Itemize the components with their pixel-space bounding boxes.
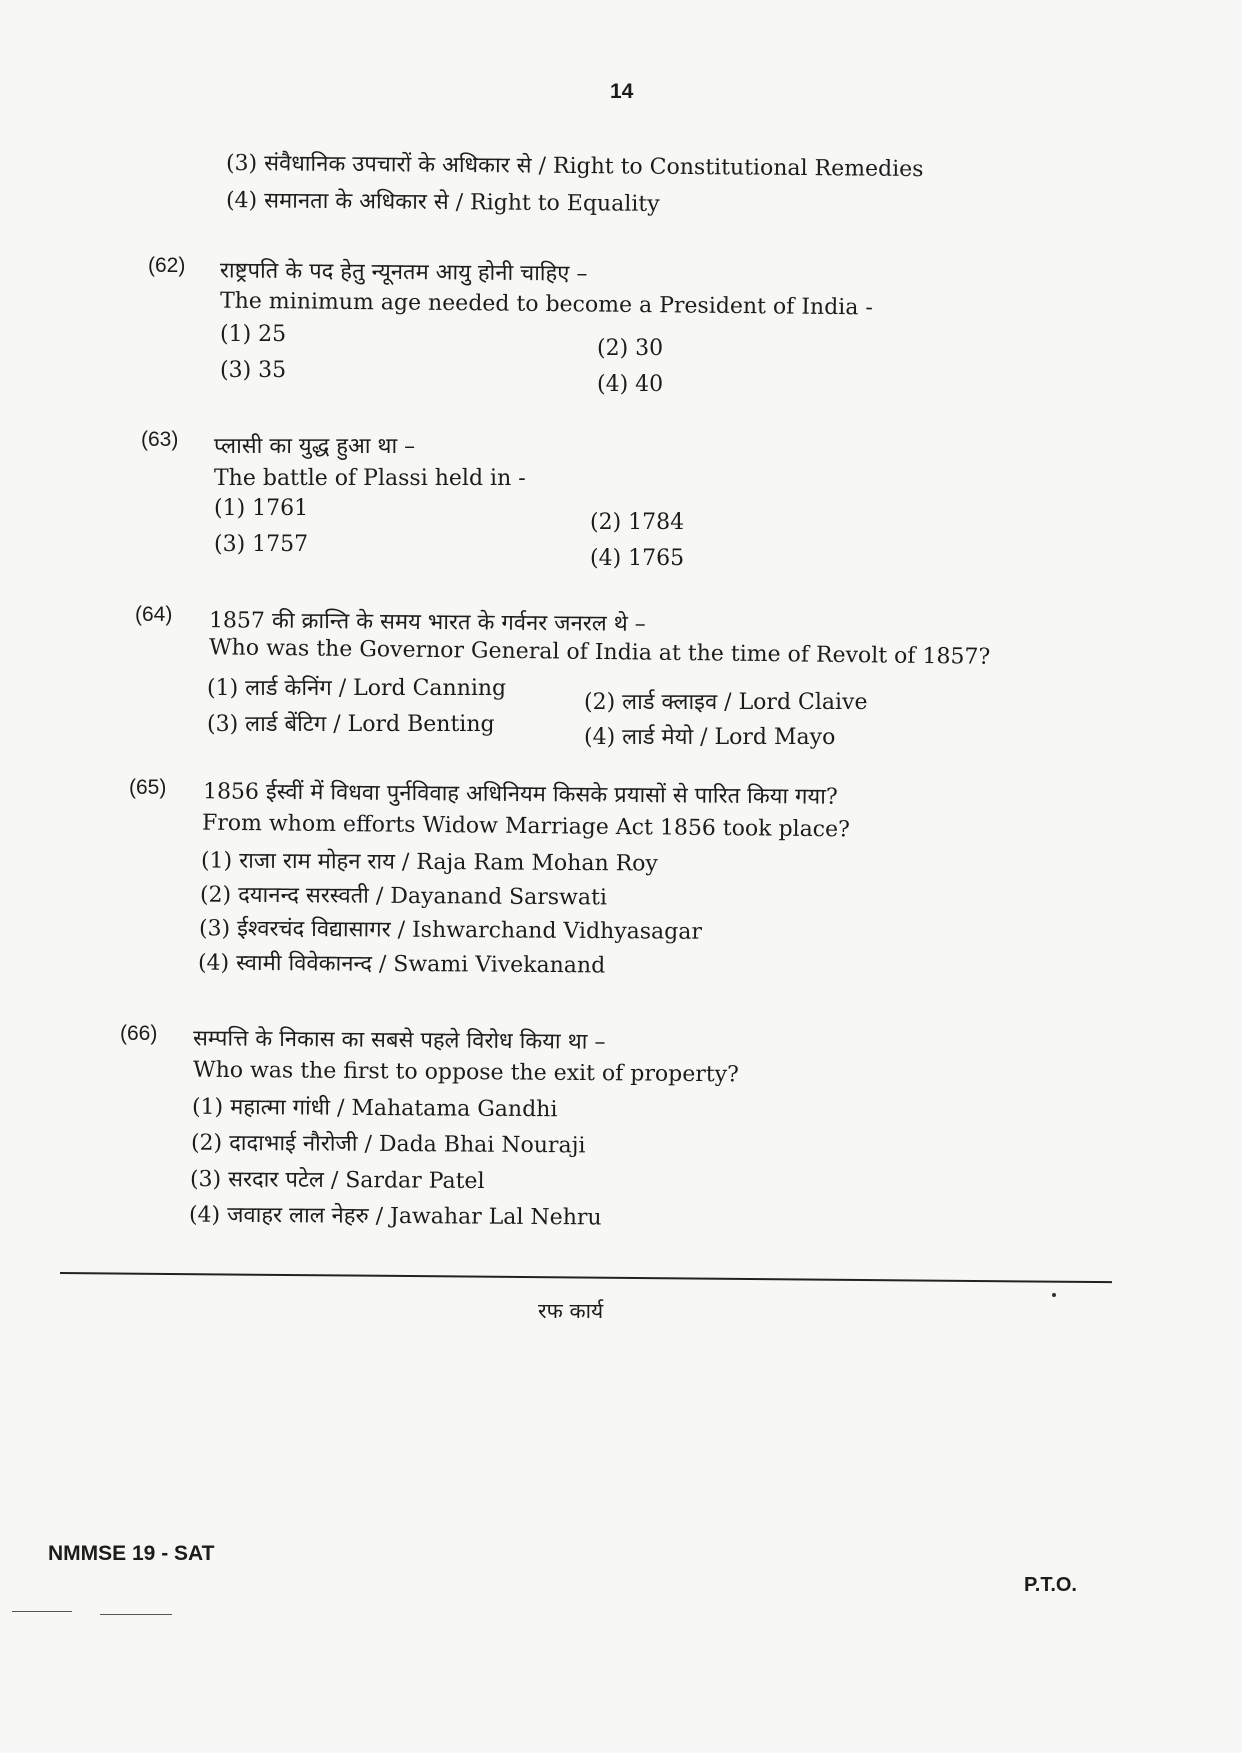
option-3: (3) लार्ड बेंटिग / Lord Benting [207, 712, 495, 737]
option-3: (3) ईश्वरचंद विद्यासागर / Ishwarchand Vidhyasagar [198, 916, 703, 945]
question-text-english: Who was the Governor General of India at the time of Revolt of 1857? [208, 635, 991, 670]
question-text-english: The minimum age needed to become a President of India - [219, 288, 873, 321]
question-text-hindi: राष्ट्रपति के पद हेतु न्यूनतम आयु होनी चाहिए – [219, 258, 588, 287]
option-4: (4) 40 [597, 372, 664, 397]
option-1: (1) महात्मा गांधी / Mahatama Gandhi [191, 1094, 558, 1123]
continued-option-3: (3) संवैधानिक उपचारों के अधिकार से / Right to Constitutional Remedies [225, 150, 924, 183]
option-3: (3) सरदार पटेल / Sardar Patel [189, 1166, 485, 1195]
question-text-hindi: 1856 ईस्वीं में विधवा पुर्नविवाह अधिनियम किसके प्रयासों से पारित किया गया? [202, 779, 838, 810]
option-3: (3) 35 [220, 358, 287, 383]
option-3: (3) 1757 [214, 532, 309, 557]
paper-code: NMMSE 19 - SAT [48, 1542, 215, 1565]
option-2: (2) दयानन्द सरस्वती / Dayanand Sarswati [199, 882, 608, 911]
question-text-hindi: सम्पत्ति के निकास का सबसे पहले विरोध किया था – [192, 1026, 606, 1055]
question-text-hindi: 1857 की क्रान्ति के समय भारत के गर्वनर जनरल थे – [208, 608, 646, 637]
option-1: (1) लार्ड केनिंग / Lord Canning [207, 676, 507, 701]
option-4: (4) जवाहर लाल नेहरु / Jawahar Lal Nehru [188, 1202, 602, 1231]
option-4: (4) लार्ड मेयो / Lord Mayo [584, 725, 836, 750]
option-2: (2) 30 [597, 336, 664, 361]
option-2: (2) दादाभाई नौरोजी / Dada Bhai Nouraji [190, 1130, 586, 1159]
question-text-english: The battle of Plassi held in - [214, 466, 526, 491]
question-number: (63) [141, 428, 179, 451]
option-1: (1) राजा राम मोहन राय / Raja Ram Mohan Roy [200, 848, 658, 877]
question-text-english: Who was the first to oppose the exit of property? [192, 1057, 739, 1088]
option-4: (4) स्वामी विवेकानन्द / Swami Vivekanand [197, 950, 606, 979]
ink-dot [1052, 1293, 1056, 1297]
question-number: (65) [129, 776, 167, 799]
question-number: (62) [148, 254, 186, 277]
page-number: 14 [610, 80, 634, 103]
rough-work-divider [60, 1272, 1112, 1283]
option-2: (2) लार्ड क्लाइव / Lord Claive [584, 690, 868, 715]
question-text-english: From whom efforts Widow Marriage Act 1856 took place? [201, 810, 851, 843]
continued-option-4: (4) समानता के अधिकार से / Right to Equality [225, 188, 660, 217]
option-1: (1) 1761 [214, 496, 309, 521]
footer-dash [100, 1614, 172, 1615]
pto-label: P.T.O. [1024, 1574, 1077, 1596]
option-2: (2) 1784 [590, 510, 685, 535]
question-text-hindi: प्लासी का युद्ध हुआ था – [214, 434, 416, 459]
question-number: (64) [135, 603, 173, 626]
question-number: (66) [120, 1022, 158, 1045]
rough-work-label: रफ कार्य [538, 1299, 604, 1323]
footer-dash [12, 1611, 72, 1612]
option-4: (4) 1765 [590, 546, 685, 571]
option-1: (1) 25 [220, 322, 287, 347]
